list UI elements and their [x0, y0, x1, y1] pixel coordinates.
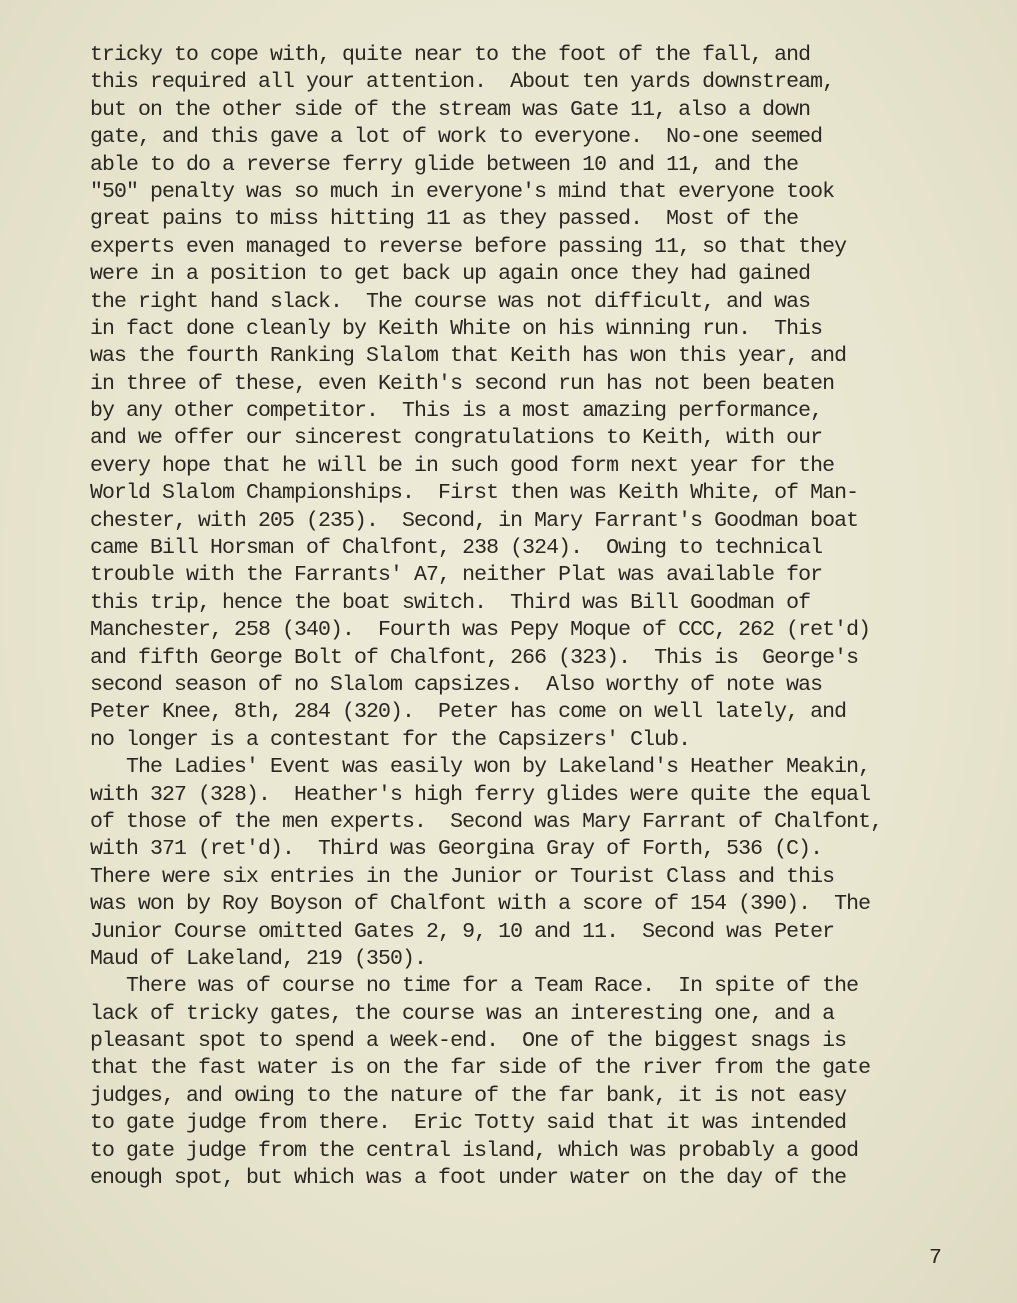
text-line: enough spot, but which was a foot under water on the day of the — [90, 1166, 847, 1191]
text-line: chester, with 205 (235). Second, in Mary Farrant's Goodman boat — [90, 508, 859, 533]
text-line: experts even managed to reverse before passing 11, so that they — [90, 234, 847, 259]
text-line: was won by Roy Boyson of Chalfont with a score of 154 (390). The — [90, 892, 871, 917]
text-line: were in a position to get back up again once they had gained — [90, 262, 811, 287]
text-line: pleasant spot to spend a week-end. One of the biggest snags is — [90, 1029, 847, 1054]
text-line: was the fourth Ranking Slalom that Keith has won this year, and — [90, 344, 847, 369]
text-line: no longer is a contestant for the Capsizers' Club. — [90, 727, 691, 752]
text-line: that the fast water is on the far side of the river from the gate — [90, 1056, 871, 1081]
text-line: The Ladies' Event was easily won by Lakeland's Heather Meakin, — [90, 755, 871, 780]
text-line: to gate judge from the central island, which was probably a good — [90, 1138, 859, 1163]
text-line: There was of course no time for a Team Race. In spite of the — [90, 974, 859, 999]
text-line: tricky to cope with, quite near to the foot of the fall, and — [90, 43, 811, 67]
text-line: judges, and owing to the nature of the far bank, it is not easy — [90, 1083, 847, 1108]
text-line: this trip, hence the boat switch. Third was Bill Goodman of — [90, 590, 811, 615]
text-line: and fifth George Bolt of Chalfont, 266 (323). This is George's — [90, 645, 859, 670]
text-line: Peter Knee, 8th, 284 (320). Peter has come on well lately, and — [90, 700, 847, 725]
text-line: gate, and this gave a lot of work to everyone. No-one seemed — [90, 125, 823, 150]
text-line: and we offer our sincerest congratulations to Keith, with our — [90, 426, 823, 451]
text-line: trouble with the Farrants' A7, neither Plat was available for — [90, 563, 823, 588]
text-line: with 327 (328). Heather's high ferry glides were quite the equal — [90, 782, 871, 807]
text-line: "50" penalty was so much in everyone's mind that everyone took — [90, 179, 835, 204]
text-line: of those of the men experts. Second was Mary Farrant of Chalfont, — [90, 809, 883, 834]
text-line: to gate judge from there. Eric Totty said that it was intended — [90, 1111, 847, 1136]
text-line: second season of no Slalom capsizes. Also worthy of note was — [90, 672, 823, 697]
text-line: great pains to miss hitting 11 as they passed. Most of the — [90, 207, 799, 232]
text-line: but on the other side of the stream was Gate 11, also a down — [90, 97, 811, 122]
article-body — [90, 42, 995, 1192]
text-line: World Slalom Championships. First then was Keith White, of Man- — [90, 481, 859, 506]
text-line: Manchester, 258 (340). Fourth was Pepy Moque of CCC, 262 (ret'd) — [90, 618, 871, 643]
text-line: in three of these, even Keith's second run has not been beaten — [90, 371, 835, 396]
text-line: lack of tricky gates, the course was an interesting one, and a — [90, 1001, 835, 1026]
text-line: by any other competitor. This is a most amazing performance, — [90, 399, 823, 424]
text-line: There were six entries in the Junior or Tourist Class and this — [90, 864, 835, 889]
text-line: came Bill Horsman of Chalfont, 238 (324). Owing to technical — [90, 536, 823, 561]
text-line: every hope that he will be in such good form next year for the — [90, 453, 835, 478]
text-line: Junior Course omitted Gates 2, 9, 10 and 11. Second was Peter — [90, 919, 835, 944]
text-line: this required all your attention. About ten yards downstream, — [90, 70, 835, 95]
text-line: the right hand slack. The course was not difficult, and was — [90, 289, 811, 314]
text-line: with 371 (ret'd). Third was Georgina Gray of Forth, 536 (C). — [90, 837, 823, 862]
page-number: 7 — [929, 1246, 942, 1270]
text-line: in fact done cleanly by Keith White on his winning run. This — [90, 316, 823, 341]
text-line: Maud of Lakeland, 219 (350). — [90, 946, 427, 971]
text-line: able to do a reverse ferry glide between 10 and 11, and the — [90, 152, 799, 177]
